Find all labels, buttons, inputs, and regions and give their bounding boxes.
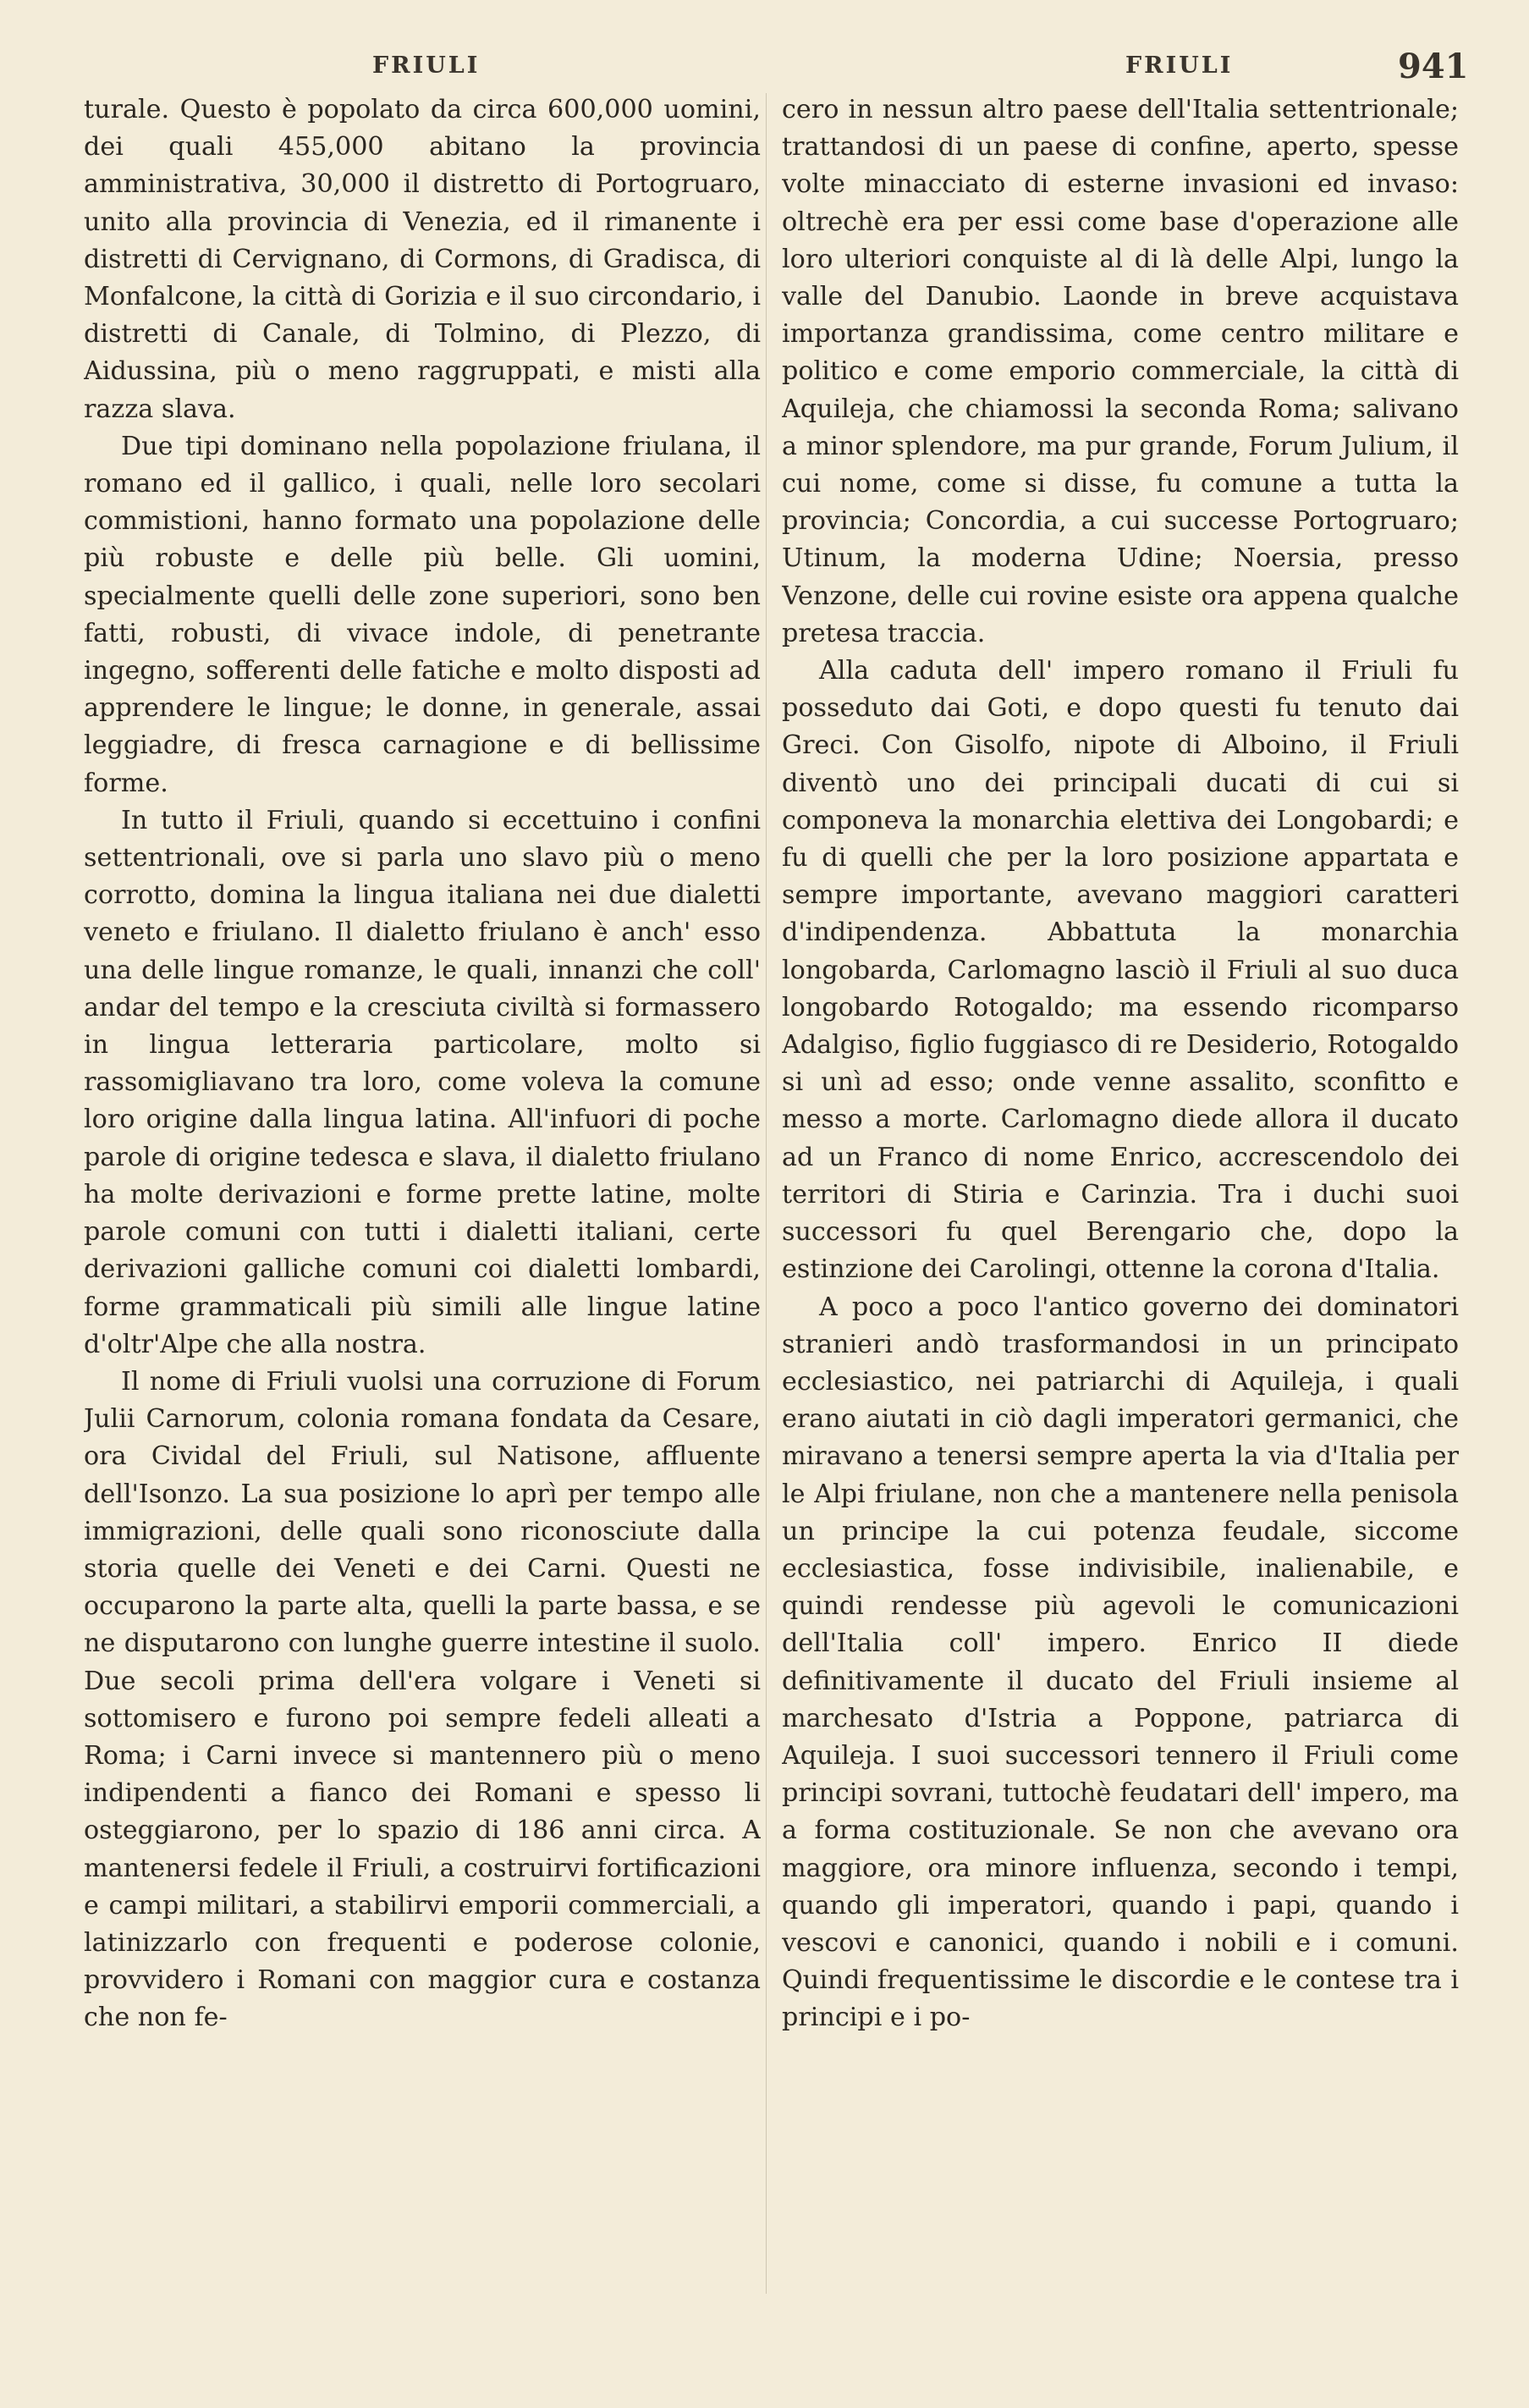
paragraph: A poco a poco l'antico governo dei dominatori stranieri andò trasformandosi in un principato ecclesiastico, nei patriarchi di Aquileja, i quali erano aiutati in ciò dagli imperatori germanici, che miravano a tenersi sempre aperta la via d'Italia per le Alpi friulane, non che a mantenere nella penisola un principe la cui potenza feudale, siccome ecclesiastica, fosse indivisibile, inalienabile, e quindi rendesse più agevoli le comunicazioni dell'Italia coll' impero. Enrico II diede definitivamente il ducato del Friuli insieme al marchesato d'Istria a Poppone, patriarca di Aquileja. I suoi successori tennero il Friuli come principi sovrani, tuttochè feudatari dell' impero, ma a forma costituzionale. Se non che avevano ora maggiore, ora minore influenza, secondo i tempi, quando gli imperatori, quando i papi, quando i vescovi e canonici, quando i nobili e i comuni. Quindi frequentissime le discordie e le contese tra i principi e i po- (782, 1292, 1459, 2033)
paragraph: In tutto il Friuli, quando si eccettuino i confini settentrionali, ove si parla uno slavo più o meno corrotto, domina la lingua italiana nei due dialetti veneto e friulano. Il dialetto friulano è anch' esso una delle lingue romanze, le quali, innanzi che coll' andar del tempo e la cresciuta civiltà si formassero in lingua letteraria particolare, molto si rassomigliavano tra loro, come voleva la comune loro origine dalla lingua latina. All'infuori di poche parole di origine tedesca e slava, il dialetto friulano ha molte derivazioni e forme prette latine, molte parole comuni con tutti i dialetti italiani, certe derivazioni galliche comuni coi dialetti lombardi, forme grammaticali più simili alle lingue latine d'oltr'Alpe che alla nostra. (84, 805, 761, 1359)
paragraph: turale. Questo è popolato da circa 600,000 uomini, dei quali 455,000 abitano la provincia amministrativa, 30,000 il distretto di Portogruaro, unito alla provincia di Venezia, ed il rimanente i distretti di Cervignano, di Cormons, di Gradisca, di Monfalcone, la città di Gorizia e il suo circondario, i distretti di Canale, di Tolmino, di Plezzo, di Aidussina, più o meno raggruppati, e misti alla razza slava. (84, 95, 761, 424)
running-head-right: FRIULI (1125, 52, 1234, 79)
paragraph: Alla caduta dell' impero romano il Friuli fu posseduto dai Goti, e dopo questi fu tenuto dai Greci. Con Gisolfo, nipote di Alboino, il Friuli diventò uno dei principali ducati di cui si componeva la monarchia elettiva dei Longobardi; e fu di quelli che per la loro posizione appartata e sempre importante, avevano maggiori caratteri d'indipendenza. Abbattuta la monarchia longobarda, Carlomagno lasciò il Friuli al suo duca longobardo Rotogaldo; ma essendo ricomparso Adalgiso, figlio fuggiasco di re Desiderio, Rotogaldo si unì ad esso; onde venne assalito, sconfitto e messo a morte. Carlomagno diede allora il ducato ad un Franco di nome Enrico, accrescendolo dei territori di Stiria e Carinzia. Tra i duchi suoi successori fu quel Berengario che, dopo la estinzione dei Carolingi, ottenne la corona d'Italia. (782, 656, 1459, 1285)
column-divider (766, 93, 767, 2294)
page-number: 941 (1398, 47, 1469, 86)
paragraph: Due tipi dominano nella popolazione friulana, il romano ed il gallico, i quali, nelle loro secolari commistioni, hanno formato una popolazione delle più robuste e delle più belle. Gli uomini, specialmente quelli delle zone superiori, sono ben fatti, robusti, di vivace indole, di penetrante ingegno, sofferenti delle fatiche e molto disposti ad apprendere le lingue; le donne, in generale, assai leggiadre, di fresca carnagione e di bellissime forme. (84, 431, 761, 798)
paragraph: Il nome di Friuli vuolsi una corruzione di Forum Julii Carnorum, colonia romana fondata da Cesare, ora Cividal del Friuli, sul Natisone, affluente dell'Isonzo. La sua posizione lo aprì per tempo alle immigrazioni, delle quali sono riconosciute dalla storia quelle dei Veneti e dei Carni. Questi ne occuparono la parte alta, quelli la parte bassa, e se ne disputarono con lunghe guerre intestine il suolo. Due secoli prima dell'era volgare i Veneti si sottomisero e furono poi sempre fedeli alleati a Roma; i Carni invece si mantennero più o meno indipendenti a fianco dei Romani e spesso li osteggiarono, per lo spazio di 186 anni circa. A mantenersi fedele il Friuli, a costruirvi fortificazioni e campi militari, a stabilirvi emporii commerciali, a latinizzarlo con frequenti e poderose colonie, provvidero i Romani con maggior cura e costanza che non fe- (84, 1366, 761, 2033)
paragraph: cero in nessun altro paese dell'Italia settentrionale; trattandosi di un paese di confine, aperto, spesse volte minacciato di esterne invasioni ed invaso: oltrechè era per essi come base d'operazione alle loro ulteriori conquiste al di là delle Alpi, lungo la valle del Danubio. Laonde in breve acquistava importanza grandissima, come centro militare e politico e come emporio commerciale, la città di Aquileja, che chiamossi la seconda Roma; salivano a minor splendore, ma pur grande, Forum Julium, il cui nome, come si disse, fu comune a tutta la provincia; Concordia, a cui successe Portogruaro; Utinum, la moderna Udine; Noersia, presso Venzone, delle cui rovine esiste ora appena qualche pretesa traccia. (782, 95, 1459, 648)
running-head-left: FRIULI (372, 52, 481, 79)
left-column (84, 91, 761, 2377)
right-column (782, 91, 1459, 2377)
